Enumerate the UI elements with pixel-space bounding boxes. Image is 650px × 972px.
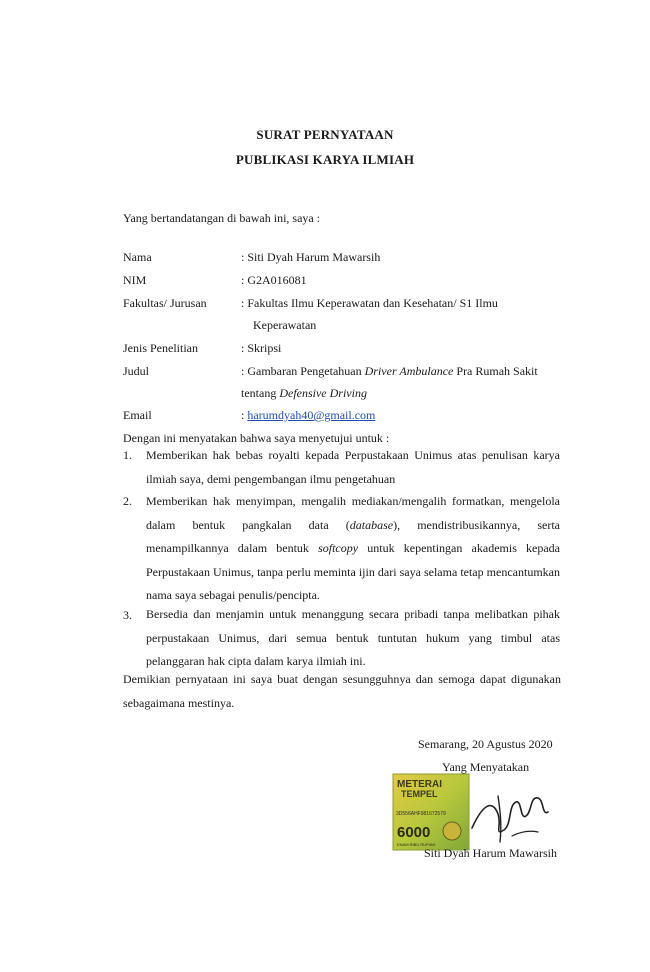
- nim-label: NIM: [123, 273, 147, 287]
- document-title: SURAT PERNYATAAN: [256, 127, 394, 142]
- item2-italic-database: database: [349, 517, 394, 532]
- place-date: Semarang, 20 Agustus 2020: [418, 737, 553, 751]
- item2-text-a: Memberikan hak menyimpan, mengalih mediakan/mengalih formatkan, mengelola dalam bentuk pangkalan data (: [146, 494, 560, 532]
- item-number: 2.: [123, 494, 132, 508]
- item2-italic-softcopy: softcopy: [318, 541, 359, 555]
- judul-line2: [241, 386, 367, 401]
- list-item: Bersedia dan menjamin untuk menanggung secara pribadi tanpa melibatkan pihak perpustakaan Unimus, dari semua bentuk tuntutan hukum yang timbul atas pelanggaran hak cipta dalam karya ilmiah ini.: [146, 607, 560, 668]
- stamp-serial: 3D556AHF981672579: [396, 811, 446, 817]
- judul-value: [241, 364, 561, 379]
- jenis-label: Jenis Penelitian: [123, 341, 198, 355]
- item2-text-c: untuk kepentingan akademis kepada Perpustakaan Unimus, tanpa perlu meminta ijin dari saya selama tetap mencantumkan nama saya sebagai penulis/pencipta.: [146, 541, 560, 602]
- item2-text-b: ), mendistribusikannya, serta menampilkannya dalam bentuk: [146, 517, 560, 555]
- judul-italic-driver: Driver Ambulance: [364, 364, 454, 378]
- item-number: 3.: [123, 608, 132, 622]
- stamp-line1: METERAI: [397, 779, 442, 790]
- closing-text: Demikian pernyataan ini saya buat dengan sesungguhnya dan semoga dapat digunakan sebagaimana mestinya.: [123, 672, 561, 710]
- list-item: Memberikan hak bebas royalti kepada Perpustakaan Unimus atas penulisan karya ilmiah saya, demi pengembangan ilmu pengetahuan: [146, 448, 560, 486]
- email-value: [241, 408, 561, 423]
- statement-text: Dengan ini menyatakan bahwa saya menyetujui untuk :: [123, 431, 390, 445]
- revenue-stamp: [392, 773, 470, 851]
- signer-name: Siti Dyah Harum Mawarsih: [424, 846, 557, 860]
- nama-label: Nama: [123, 250, 152, 264]
- fakultas-value-continued: Keperawatan: [253, 318, 317, 332]
- garuda-emblem-icon: [443, 822, 461, 840]
- declarant-label: Yang Menyatakan: [442, 760, 530, 774]
- fakultas-value: : Fakultas Ilmu Keperawatan dan Kesehatan/ S1 Ilmu: [241, 296, 498, 310]
- email-label: Email: [123, 408, 152, 422]
- list-item: [146, 490, 560, 608]
- document-subtitle: PUBLIKASI KARYA ILMIAH: [235, 152, 415, 167]
- judul-label: Judul: [123, 364, 150, 378]
- item-number: 1.: [123, 448, 132, 462]
- intro-text: Yang bertandatangan di bawah ini, saya :: [123, 211, 321, 225]
- judul-prefix: : Gambaran Pengetahuan: [241, 364, 365, 378]
- fakultas-label: Fakultas/ Jurusan: [123, 296, 207, 310]
- nim-value: : G2A016081: [241, 273, 307, 287]
- nama-value: : Siti Dyah Harum Mawarsih: [241, 250, 381, 264]
- stamp-line2: TEMPEL: [401, 789, 438, 799]
- judul-middle: Pra Rumah Sakit: [453, 364, 538, 378]
- email-link[interactable]: harumdyah40@gmail.com: [247, 408, 376, 422]
- stamp-value: 6000: [397, 824, 431, 841]
- handwritten-signature: [468, 776, 552, 848]
- judul-italic-defensive: Defensive Driving: [279, 386, 367, 400]
- stamp-words: ENAM RIBU RUPIAH: [397, 842, 436, 847]
- judul-line2-prefix: tentang: [241, 386, 280, 400]
- jenis-value: : Skripsi: [241, 341, 282, 355]
- email-colon: :: [241, 408, 248, 422]
